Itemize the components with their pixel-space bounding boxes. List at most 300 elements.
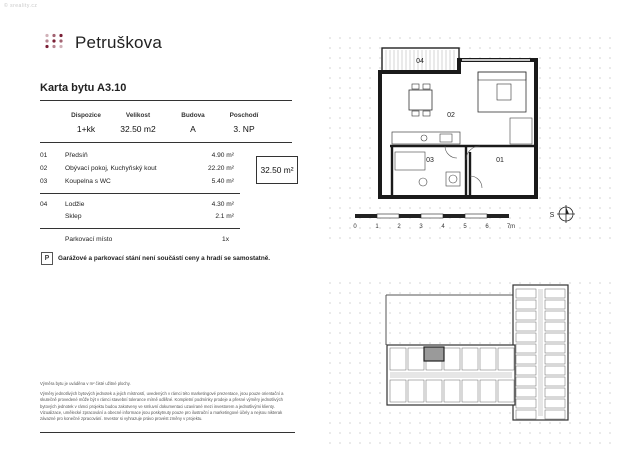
grid-dot	[569, 137, 570, 138]
grid-dot	[409, 292, 410, 293]
scale-tick: 7m	[506, 224, 516, 230]
grid-dot	[609, 422, 610, 423]
grid-dot	[469, 207, 470, 208]
grid-dot	[329, 402, 330, 403]
grid-dot	[479, 282, 480, 283]
footer-rule	[40, 432, 295, 433]
scale-bar	[355, 214, 509, 218]
grid-dot	[529, 282, 530, 283]
grid-dot	[369, 177, 370, 178]
grid-dot	[359, 332, 360, 333]
grid-dot	[559, 137, 560, 138]
grid-dot	[589, 352, 590, 353]
grid-dot	[599, 187, 600, 188]
extras-rule	[40, 228, 240, 229]
grid-dot	[359, 322, 360, 323]
grid-dot	[609, 312, 610, 313]
grid-dot	[379, 342, 380, 343]
grid-dot	[359, 137, 360, 138]
summary-budova	[175, 112, 211, 134]
grid-dot	[579, 207, 580, 208]
grid-dot	[579, 147, 580, 148]
grid-dot	[359, 177, 360, 178]
grid-dot	[499, 312, 500, 313]
grid-dot	[489, 442, 490, 443]
grid-dot	[569, 157, 570, 158]
grid-dot	[349, 127, 350, 128]
grid-dot	[539, 422, 540, 423]
grid-dot	[369, 412, 370, 413]
grid-dot	[419, 292, 420, 293]
grid-dot	[379, 282, 380, 283]
grid-dot	[509, 412, 510, 413]
summary-value: 32.50 m2	[120, 124, 156, 134]
grid-dot	[449, 412, 450, 413]
grid-dot	[559, 157, 560, 158]
grid-dot	[339, 372, 340, 373]
grid-dot	[539, 37, 540, 38]
grid-dot	[519, 37, 520, 38]
grid-dot	[479, 312, 480, 313]
grid-dot	[489, 322, 490, 323]
grid-dot	[449, 312, 450, 313]
room-name: Předsíň	[65, 152, 88, 159]
grid-dot	[349, 87, 350, 88]
grid-dot	[589, 332, 590, 333]
grid-dot	[479, 422, 480, 423]
grid-dot	[409, 312, 410, 313]
scale-tick: 1	[375, 224, 379, 230]
grid-dot	[349, 57, 350, 58]
grid-dot	[469, 342, 470, 343]
grid-dot	[419, 432, 420, 433]
scale-tick: 4	[441, 224, 445, 230]
grid-dot	[559, 282, 560, 283]
grid-dot	[379, 57, 380, 58]
grid-dot	[369, 77, 370, 78]
grid-dot	[329, 137, 330, 138]
grid-dot	[329, 342, 330, 343]
grid-dot	[579, 197, 580, 198]
grid-dot	[409, 332, 410, 333]
grid-dot	[569, 322, 570, 323]
grid-dot	[569, 332, 570, 333]
grid-dot	[359, 312, 360, 313]
grid-dot	[499, 422, 500, 423]
grid-dot	[479, 292, 480, 293]
grid-dot	[579, 352, 580, 353]
grid-dot	[579, 362, 580, 363]
grid-dot	[539, 157, 540, 158]
grid-dot	[559, 47, 560, 48]
grid-dot	[469, 292, 470, 293]
grid-dot	[519, 227, 520, 228]
grid-dot	[599, 197, 600, 198]
grid-dot	[589, 97, 590, 98]
room-no: 02	[40, 165, 48, 172]
grid-dot	[469, 412, 470, 413]
grid-dot	[569, 402, 570, 403]
grid-dot	[329, 97, 330, 98]
grid-dot	[339, 352, 340, 353]
grid-dot	[539, 227, 540, 228]
grid-dot	[569, 282, 570, 283]
grid-dot	[419, 312, 420, 313]
grid-dot	[379, 47, 380, 48]
grid-dot	[469, 302, 470, 303]
grid-dot	[329, 147, 330, 148]
grid-dot	[459, 302, 460, 303]
grid-dot	[599, 392, 600, 393]
grid-dot	[589, 197, 590, 198]
grid-dot	[609, 167, 610, 168]
grid-dot	[599, 47, 600, 48]
grid-dot	[339, 322, 340, 323]
grid-dot	[429, 207, 430, 208]
grid-dot	[449, 422, 450, 423]
grid-dot	[399, 322, 400, 323]
grid-dot	[369, 322, 370, 323]
grid-dot	[379, 352, 380, 353]
logo-dot	[45, 45, 48, 48]
outer-walls	[380, 60, 536, 197]
grid-dot	[559, 117, 560, 118]
grid-dot	[489, 237, 490, 238]
grid-dot	[479, 227, 480, 228]
grid-dot	[389, 442, 390, 443]
grid-dot	[549, 137, 550, 138]
grid-dot	[479, 237, 480, 238]
grid-dot	[589, 177, 590, 178]
compass-label: S	[549, 212, 555, 219]
room-no: 04	[40, 201, 48, 208]
brand-name: Petruškova	[75, 33, 163, 52]
grid-dot	[419, 342, 420, 343]
grid-dot	[369, 37, 370, 38]
grid-dot	[599, 422, 600, 423]
grid-dot	[589, 117, 590, 118]
grid-dot	[379, 67, 380, 68]
grid-dot	[349, 237, 350, 238]
grid-dot	[429, 332, 430, 333]
grid-dot	[429, 432, 430, 433]
grid-dot	[389, 332, 390, 333]
grid-dot	[459, 312, 460, 313]
grid-dot	[509, 302, 510, 303]
grid-dot	[599, 402, 600, 403]
room-label-02: 02	[447, 112, 455, 119]
grid-dot	[609, 47, 610, 48]
grid-dot	[599, 302, 600, 303]
grid-dot	[609, 352, 610, 353]
grid-dot	[339, 97, 340, 98]
grid-dot	[539, 197, 540, 198]
grid-dot	[359, 187, 360, 188]
grid-dot	[549, 237, 550, 238]
grid-dot	[369, 362, 370, 363]
grid-dot	[379, 322, 380, 323]
grid-dot	[329, 207, 330, 208]
grid-dot	[529, 217, 530, 218]
grid-dot	[409, 227, 410, 228]
grid-dot	[609, 227, 610, 228]
grid-dot	[559, 107, 560, 108]
grid-dot	[369, 207, 370, 208]
grid-dot	[579, 372, 580, 373]
grid-dot	[579, 137, 580, 138]
grid-dot	[519, 432, 520, 433]
grid-dot	[449, 207, 450, 208]
grid-dot	[339, 147, 340, 148]
grid-dot	[589, 157, 590, 158]
grid-dot	[609, 187, 610, 188]
grid-dot	[599, 322, 600, 323]
grid-dot	[439, 322, 440, 323]
room-row	[40, 165, 234, 175]
grid-dot	[419, 422, 420, 423]
grid-dot	[589, 442, 590, 443]
grid-dot	[529, 37, 530, 38]
grid-dot	[549, 207, 550, 208]
grid-dot	[599, 77, 600, 78]
grid-dot	[379, 412, 380, 413]
grid-dot	[359, 352, 360, 353]
grid-dot	[609, 322, 610, 323]
highlighted-unit	[424, 347, 444, 361]
grid-dot	[519, 282, 520, 283]
grid-dot	[489, 342, 490, 343]
grid-dot	[589, 292, 590, 293]
grid-dot	[499, 432, 500, 433]
grid-dot	[349, 207, 350, 208]
grid-dot	[569, 362, 570, 363]
grid-dot	[359, 382, 360, 383]
room-name: Parkovací místo	[65, 236, 113, 243]
grid-dot	[549, 442, 550, 443]
grid-dot	[469, 312, 470, 313]
grid-dot	[449, 322, 450, 323]
room-row	[40, 201, 234, 211]
grid-dot	[459, 332, 460, 333]
room-name: Obývací pokoj, Kuchyňský kout	[65, 165, 157, 172]
grid-dot	[589, 57, 590, 58]
grid-dot	[329, 422, 330, 423]
grid-dot	[469, 37, 470, 38]
total-area-box	[256, 156, 298, 184]
grid-dot	[429, 302, 430, 303]
grid-dot	[509, 217, 510, 218]
grid-dot	[339, 47, 340, 48]
grid-dot	[599, 282, 600, 283]
grid-dot	[369, 382, 370, 383]
grid-dot	[569, 177, 570, 178]
grid-dot	[599, 362, 600, 363]
grid-dot	[549, 167, 550, 168]
grid-dot	[339, 77, 340, 78]
grid-dot	[379, 37, 380, 38]
grid-dot	[599, 382, 600, 383]
grid-dot	[459, 282, 460, 283]
page-title: Karta bytu A3.10	[40, 82, 127, 94]
grid-dot	[479, 332, 480, 333]
grid-dot	[479, 412, 480, 413]
grid-dot	[559, 87, 560, 88]
grid-dot	[379, 312, 380, 313]
grid-dot	[349, 47, 350, 48]
grid-dot	[499, 237, 500, 238]
grid-dot	[469, 237, 470, 238]
grid-dot	[459, 322, 460, 323]
grid-dot	[369, 372, 370, 373]
grid-dot	[399, 432, 400, 433]
grid-dot	[559, 77, 560, 78]
grid-dot	[499, 332, 500, 333]
grid-dot	[329, 127, 330, 128]
grid-dot	[579, 422, 580, 423]
grid-dot	[329, 177, 330, 178]
grid-dot	[599, 137, 600, 138]
grid-dot	[599, 117, 600, 118]
grid-dot	[599, 177, 600, 178]
grid-dot	[609, 237, 610, 238]
grid-dot	[339, 237, 340, 238]
grid-dot	[399, 282, 400, 283]
grid-dot	[429, 312, 430, 313]
corridor	[538, 289, 543, 416]
grid-dot	[549, 157, 550, 158]
grid-dot	[369, 442, 370, 443]
grid-dot	[419, 237, 420, 238]
summary-value: 3. NP	[233, 124, 255, 134]
grid-dot	[459, 432, 460, 433]
grid-dot	[579, 107, 580, 108]
grid-dot	[589, 77, 590, 78]
grid-dot	[579, 87, 580, 88]
grid-dot	[359, 412, 360, 413]
grid-dot	[589, 402, 590, 403]
grid-dot	[569, 352, 570, 353]
grid-dot	[489, 47, 490, 48]
grid-dot	[369, 302, 370, 303]
grid-dot	[389, 432, 390, 433]
grid-dot	[589, 87, 590, 88]
grid-dot	[599, 227, 600, 228]
grid-dot	[329, 57, 330, 58]
grid-dot	[349, 332, 350, 333]
grid-dot	[339, 432, 340, 433]
grid-dot	[369, 187, 370, 188]
grid-dot	[389, 37, 390, 38]
grid-dot	[579, 157, 580, 158]
grid-dot	[549, 87, 550, 88]
grid-dot	[559, 147, 560, 148]
grid-dot	[609, 77, 610, 78]
grid-dot	[469, 432, 470, 433]
grid-dot	[329, 442, 330, 443]
grid-dot	[539, 57, 540, 58]
grid-dot	[379, 372, 380, 373]
grid-dot	[559, 57, 560, 58]
grid-dot	[479, 207, 480, 208]
grid-dot	[599, 352, 600, 353]
grid-dot	[499, 37, 500, 38]
room-no: 03	[40, 178, 48, 185]
grid-dot	[589, 302, 590, 303]
grid-dot	[479, 322, 480, 323]
grid-dot	[589, 282, 590, 283]
grid-dot	[329, 47, 330, 48]
grid-dot	[569, 147, 570, 148]
grid-dot	[499, 342, 500, 343]
grid-dot	[609, 292, 610, 293]
room-row	[40, 236, 229, 246]
grid-dot	[579, 227, 580, 228]
grid-dot	[589, 37, 590, 38]
grid-dot	[529, 207, 530, 208]
grid-dot	[609, 147, 610, 148]
grid-dot	[529, 237, 530, 238]
grid-dot	[409, 37, 410, 38]
grid-dot	[539, 47, 540, 48]
grid-dot	[589, 227, 590, 228]
grid-dot	[359, 442, 360, 443]
logo-dot	[45, 34, 48, 37]
grid-dot	[589, 322, 590, 323]
grid-dot	[609, 197, 610, 198]
grid-dot	[409, 432, 410, 433]
scale-ticks	[353, 224, 515, 230]
grid-dot	[349, 97, 350, 98]
grid-dot	[349, 372, 350, 373]
grid-dot	[449, 227, 450, 228]
grid-dot	[579, 167, 580, 168]
scale-tick: 5	[463, 224, 467, 230]
grid-dot	[489, 302, 490, 303]
grid-dot	[569, 342, 570, 343]
grid-dot	[409, 342, 410, 343]
grid-dot	[339, 342, 340, 343]
grid-dot	[409, 412, 410, 413]
logo-dot	[59, 45, 62, 48]
grid-dot	[349, 137, 350, 138]
grid-dot	[429, 282, 430, 283]
grid-dot	[369, 127, 370, 128]
grid-dot	[429, 442, 430, 443]
grid-dot	[489, 292, 490, 293]
grid-dot	[579, 292, 580, 293]
grid-dot	[589, 47, 590, 48]
grid-dot	[489, 312, 490, 313]
grid-dot	[439, 292, 440, 293]
grid-dot	[339, 422, 340, 423]
scale-segment	[421, 214, 443, 218]
grid-dot	[359, 127, 360, 128]
grid-dot	[549, 177, 550, 178]
grid-dot	[589, 217, 590, 218]
grid-dot	[339, 227, 340, 228]
grid-dot	[589, 412, 590, 413]
parking-note: Garážové a parkovací stání není součástí ceny a hradí se samostatně.	[58, 255, 271, 262]
brand-logo-icon	[44, 33, 66, 49]
grid-dot	[579, 237, 580, 238]
grid-dot	[349, 37, 350, 38]
grid-dot	[509, 442, 510, 443]
summary-rule	[40, 142, 292, 143]
grid-dot	[579, 217, 580, 218]
grid-dot	[339, 382, 340, 383]
grid-dot	[549, 67, 550, 68]
grid-dot	[529, 432, 530, 433]
